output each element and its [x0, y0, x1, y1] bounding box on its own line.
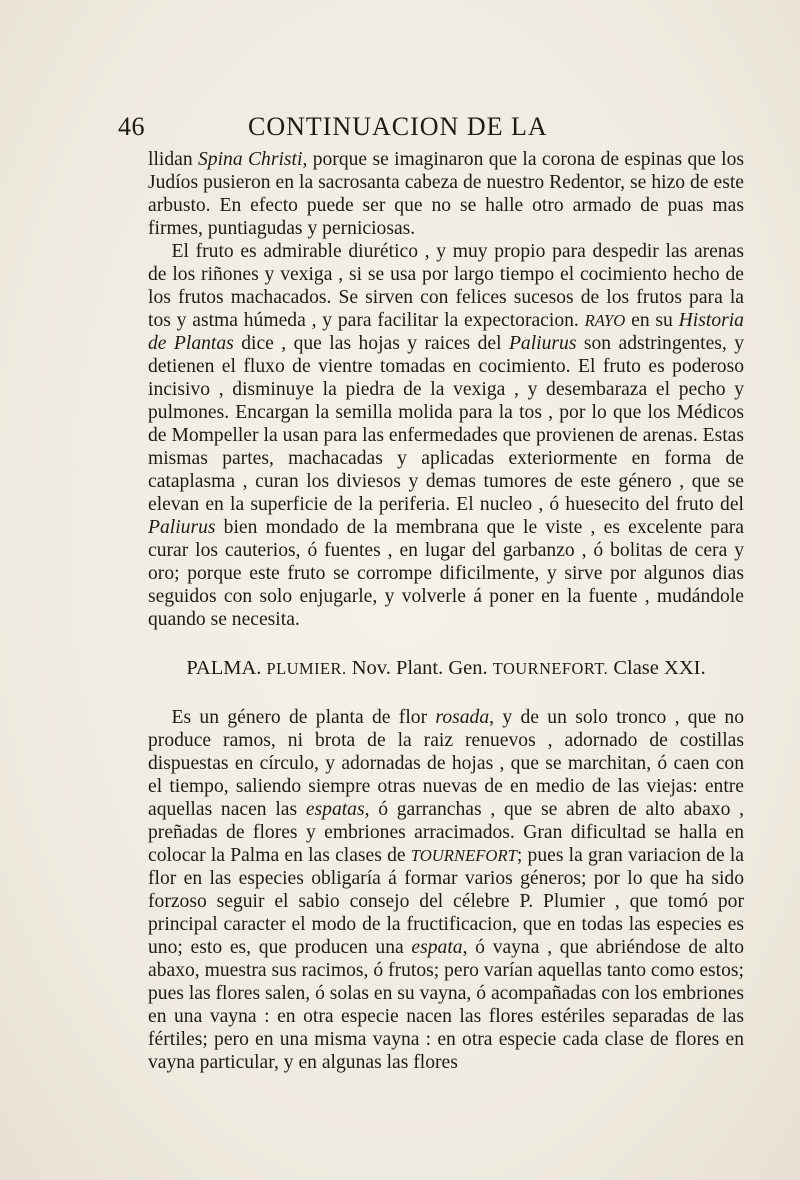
book-title: Historia de Plantas	[148, 310, 744, 354]
section-title: PALMA.	[186, 657, 262, 679]
paragraph-3	[148, 706, 744, 1074]
text-run: son adstringentes, y detienen el fluxo de vientre tomadas en cocimiento. El fruto es poderoso incisivo , disminuye la piedra de la vexiga , y desembaraza el pecho y pulmones. Encargan la semilla molida para la tos , por lo que los Médicos de Mompeller la usan para las enfermedades que provienen de arenas. Estas mismas partes, machacadas y aplicadas exteriormente en forma de cataplasma , curan los diviesos y demas tumores de este género , que se elevan en la superficie de la periferia. El nucleo , ó huesecito del fruto del	[148, 333, 745, 515]
italic-term: Paliurus	[148, 517, 216, 538]
text-run: ; pues la gran variacion de la flor en las especies obligaría á formar varios géneros; por lo que ha sido forzoso seguir el sabio consejo del célebre P. Plumier , que tomó por principal caracter el modo de la fructificacion, que en todas las especies es uno; esto es, que producen una	[148, 845, 745, 958]
italic-term: Spina Christi	[197, 149, 303, 170]
section-heading	[148, 657, 744, 680]
author-name: RAYO	[584, 311, 626, 330]
text-run: Es un género de planta de flor	[171, 707, 436, 728]
author-name: PLUMIER.	[266, 659, 347, 678]
text-run: , ó garranchas , que se abren de alto abaxo , preñadas de flores y embriones arracimados. Gran dificultad se halla en colocar la Palma en las clases de	[148, 799, 744, 866]
text-run: El fruto es admirable diurético , y muy propio para despedir las arenas de los riñones y vexiga , si se usa por largo tiempo el cocimiento hecho de los frutos machacados. Se sirven con felices sucesos de los frutos para la tos y astma húmeda , y para facilitar la expectoracion.	[148, 241, 744, 331]
text-run: , porque se imaginaron que la corona de espinas que los Judíos pusieron en la sacrosanta cabeza de nuestro Redentor, se hizo de este arbusto. En efecto puede ser que no se halle otro armado de puas mas firmes, puntiagudas y perniciosas.	[148, 149, 744, 239]
paragraph-2	[148, 240, 744, 631]
page-number: 46	[118, 112, 145, 141]
italic-term: rosada	[435, 707, 490, 728]
italic-term: Paliurus	[508, 333, 577, 354]
page-header	[118, 112, 758, 152]
text-run: bien mondado de la membrana que le viste , es excelente para curar los cauterios, ó fuentes , en lugar del garbanzo , ó bolitas de cera y oro; porque este fruto se corrompe dificilmente, y sirve por algunos dias seguidos con solo enjugarle, y volverle á poner en la fuente , mudándole quando se necesita.	[148, 517, 744, 630]
author-name: TOURNEFORT	[410, 846, 517, 865]
author-name: TOURNEFORT.	[492, 659, 609, 678]
text-run: llidan	[148, 149, 198, 170]
reference: Nov. Plant. Gen.	[351, 657, 488, 679]
text-run: , y de un solo tronco , que no produce ramos, ni brota de la raiz renuevos , adornado de costillas dispuestas en círculo, y adornadas de hojas , que se marchitan, ó caen con el tiempo, saliendo siempre otras nuevas de en medio de las viejas: entre aquellas nacen las	[148, 707, 744, 820]
class-label: Clase XXI.	[613, 657, 706, 679]
running-head: CONTINUACION DE LA	[248, 112, 548, 141]
text-run: en su	[625, 310, 679, 331]
text-run: dice , que las hojas y raices del	[233, 333, 509, 354]
italic-term: espatas	[305, 799, 365, 820]
body-text	[148, 148, 744, 1074]
italic-term: espata	[411, 937, 463, 958]
paragraph-1	[148, 148, 744, 240]
text-run: , ó vayna , que abriéndose de alto abaxo, muestra sus racimos, ó frutos; pero varían aquellas tanto como estos; pues las flores salen, ó solas en su vayna, ó acompañadas con los embriones en una vayna : en otra especie nacen las flores estériles separadas de las fértiles; pero en una misma vayna : en otra especie cada clase de flores en vayna particular, y en algunas las flores	[148, 937, 744, 1073]
